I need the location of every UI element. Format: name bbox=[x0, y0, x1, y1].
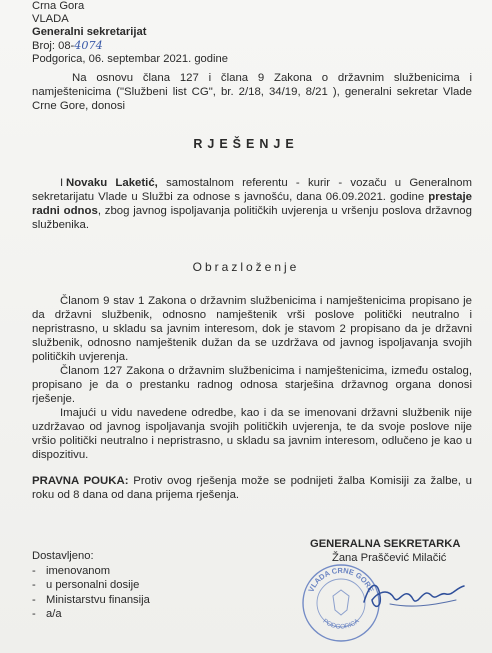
decision-text-2: , zbog javnog ispoljavanja političkih uvjerenja u vršenju poslova državnog službenika. bbox=[32, 205, 472, 231]
decision-bold: prestaje radni odnos bbox=[32, 191, 472, 217]
reasoning-paragraph-3: Imajući u vidu navedene odredbe, kao i da se imenovani državni službenik nije uzdržavao od javnog ispoljavanja svojih političkih uvjerenja, te da svoje poslove nije vršio politički neutralno i nepristrasno, u skladu sa javnim interesom, odlučeno je kao u dispozitivu. bbox=[32, 407, 472, 461]
decision-paragraph bbox=[32, 176, 472, 232]
header-government: VLADA bbox=[32, 13, 69, 25]
stamp-top-text: VLADA CRNE GORE bbox=[306, 565, 376, 594]
delivery-list bbox=[32, 549, 150, 622]
handwritten-signature-icon bbox=[360, 574, 470, 614]
stamp-bottom-text: PODGORICA bbox=[321, 617, 361, 631]
signatory-name: Žana Praščević Milačić bbox=[332, 552, 447, 564]
delivery-item: - a/a bbox=[32, 608, 62, 620]
header-country: Crna Gora bbox=[32, 0, 85, 12]
reasoning-paragraph-1: Članom 9 stav 1 Zakona o državnim službenicima i namještenicima propisano je da državni službenik, odnosno namještenik vrši poslove politički neutralno i nepristrasno, u skladu sa javnim interesom, dok je stavom 2 propisano da je državni službenik, odnosno namještenik dužan da se uzdržava od javnog ispoljavanja svojih političkih uvjerenja. bbox=[32, 295, 472, 363]
delivery-item: - imenovanom bbox=[32, 564, 111, 577]
decision-text-1: samostalnom referentu - kurir - vozaču u Generalnom sekretarijatu Vlade u Službi za odnose s javnošću, dana 06.09.2021. godine bbox=[32, 177, 472, 203]
svg-text:PODGORICA bbox=[321, 617, 361, 630]
delivery-label: Dostavljeno: bbox=[32, 550, 94, 562]
legal-notice bbox=[32, 474, 472, 502]
signatory-title: GENERALNA SEKRETARKA bbox=[310, 538, 461, 550]
reasoning-paragraph-2: Članom 127 Zakona o državnim službenicima i namještenicima, između ostalog, propisano je da o prestanku radnog odnosa starješina državnog organa donosi rješenje. bbox=[32, 365, 472, 405]
delivery-item: - u personalni dosije bbox=[32, 579, 140, 591]
intro-paragraph: Na osnovu člana 127 i člana 9 Zakona o državnim službenicima i namještenicima ("Službeni list CG", br. 2/18, 34/19, 8/21 ), generalni sekretar Vlade Crne Gore, donosi bbox=[32, 72, 472, 112]
legal-notice-text: Protiv ovog rješenja može se podnijeti žalba Komisiji za žalbe, u roku od 8 dana od dana prijema rješenja. bbox=[32, 475, 472, 501]
header-number bbox=[32, 39, 228, 53]
document-title: RJEŠENJE bbox=[193, 137, 299, 151]
decision-number: I bbox=[60, 177, 64, 189]
header-place-date: Podgorica, 06. septembar 2021. godine bbox=[32, 53, 228, 65]
number-handwritten: 4074 bbox=[74, 39, 103, 52]
number-label: Broj: 08- bbox=[32, 40, 75, 52]
section-subtitle: Obrazloženje bbox=[192, 260, 300, 274]
document-header bbox=[32, 0, 228, 66]
header-secretariat: Generalni sekretarijat bbox=[32, 26, 147, 38]
delivery-item: - Ministarstvu finansija bbox=[32, 593, 150, 606]
decision-name: Novaku Laketić, bbox=[66, 177, 158, 189]
legal-notice-label: PRAVNA POUKA: bbox=[32, 475, 129, 487]
